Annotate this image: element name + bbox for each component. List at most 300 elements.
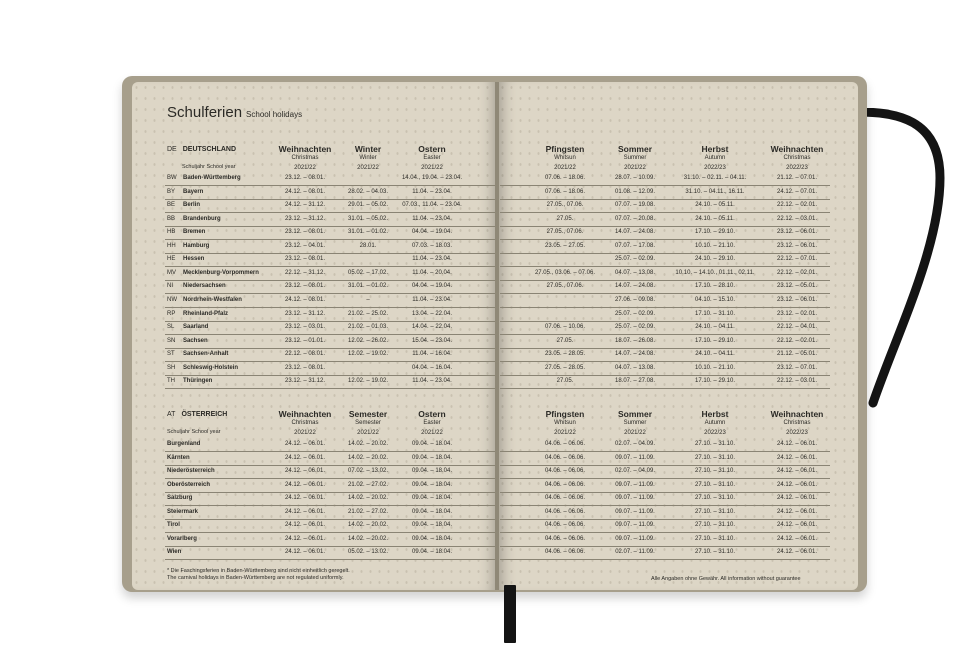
- country-name: DEUTSCHLAND: [182, 146, 237, 153]
- date-cell: 14.04. – 22.04.: [411, 324, 453, 331]
- date-cell: 05.02. – 17.02.: [347, 269, 389, 276]
- table-row: [165, 186, 495, 200]
- region-name: Steiermark: [167, 508, 199, 515]
- date-cell: 31.10. – 04.11., 16.11.: [685, 188, 745, 195]
- date-cell: 24.12. – 06.01.: [776, 468, 818, 475]
- date-cell: 31.01. – 01.02.: [347, 283, 389, 290]
- date-cell: 14.02. – 20.02.: [347, 522, 389, 529]
- table-row: [165, 452, 495, 466]
- date-cell: 09.04. – 18.04.: [411, 454, 453, 461]
- date-cell: 24.12. – 06.01.: [776, 481, 818, 488]
- column-subtitle: Christmas: [291, 155, 319, 161]
- region-name: Sachsen-Anhalt: [183, 351, 229, 358]
- date-cell: 04.06. – 06.06.: [544, 535, 586, 542]
- state-code: ST: [167, 351, 175, 358]
- column-subtitle: Semester: [355, 420, 381, 426]
- date-cell: 23.12. – 08.01.: [284, 364, 326, 371]
- table-row: [500, 267, 830, 281]
- table-row: [500, 253, 830, 267]
- date-cell: 04.07. – 13.08.: [614, 269, 656, 276]
- date-cell: 23.12. – 08.01.: [284, 175, 326, 181]
- page-gutter: [495, 82, 499, 590]
- column-title: Winter: [354, 144, 382, 154]
- table-row: [500, 452, 830, 466]
- table-row: [165, 253, 495, 267]
- column-header: [771, 410, 824, 438]
- date-cell: 23.12. – 08.01.: [284, 256, 326, 263]
- column-header: [418, 410, 445, 438]
- date-cell: 24.12. – 31.12.: [284, 202, 326, 209]
- table-row: [500, 240, 830, 254]
- region-name: Hessen: [183, 256, 205, 263]
- date-cell: 22.12. – 02.01.: [776, 202, 818, 209]
- date-cell: 10.10. – 14.10., 01.11., 02.11.: [675, 269, 755, 276]
- date-cell: 22.12. – 08.01.: [284, 351, 326, 358]
- column-subtitle: Summer: [623, 420, 647, 426]
- date-cell: 12.02. – 19.02.: [347, 351, 389, 358]
- title-de: Schulferien: [167, 104, 243, 121]
- table-row: [500, 294, 830, 308]
- table-row: [165, 506, 495, 520]
- state-code: NI: [167, 283, 173, 290]
- column-subtitle: Winter: [359, 155, 377, 161]
- column-year: 2021/22: [554, 430, 576, 436]
- date-cell: 02.07. – 04.09.: [614, 441, 656, 447]
- column-title: Herbst: [701, 409, 729, 419]
- date-cell: 27.05., 03.06. – 07.06.: [534, 269, 596, 276]
- date-cell: 22.12. – 31.12.: [284, 269, 326, 276]
- date-cell: 07.06. – 18.06.: [544, 188, 586, 195]
- date-cell: 25.07. – 02.09.: [614, 324, 656, 331]
- column-title: Ostern: [418, 409, 446, 419]
- date-cell: 17.10. – 28.10.: [694, 283, 736, 290]
- date-cell: 07.07. – 19.08.: [614, 202, 656, 209]
- state-code: NW: [167, 296, 177, 303]
- date-cell: 21.12. – 07.01.: [776, 175, 818, 181]
- date-cell: 28.01.: [359, 242, 377, 249]
- bookmark-ribbon: [504, 585, 516, 643]
- state-code: BW: [167, 175, 177, 181]
- state-code: HH: [167, 242, 176, 249]
- table-row: [165, 438, 495, 452]
- state-code: MV: [167, 269, 176, 276]
- date-cell: 29.01. – 05.02.: [347, 202, 389, 209]
- table-row: [165, 375, 495, 389]
- date-cell: 09.04. – 18.04.: [411, 495, 453, 502]
- date-cell: 23.05. – 27.05.: [544, 242, 586, 249]
- region-name: Wien: [167, 549, 182, 556]
- date-cell: 24.12. – 06.01.: [284, 535, 326, 542]
- date-cell: 24.12. – 06.01.: [776, 441, 818, 447]
- column-year: 2021/22: [554, 165, 576, 171]
- region-name: Oberösterreich: [167, 481, 211, 488]
- state-code: RP: [167, 310, 176, 317]
- date-cell: 22.12. – 04.01.: [776, 324, 818, 331]
- date-cell: 27.05., 07.06.: [546, 202, 584, 209]
- date-cell: 07.06. – 18.06.: [544, 175, 586, 181]
- date-cell: 18.07. – 26.08.: [614, 337, 656, 344]
- region-name: Bremen: [183, 229, 206, 236]
- state-code: BB: [167, 215, 176, 222]
- date-cell: 09.07. – 11.09.: [615, 508, 655, 515]
- state-code: BE: [167, 202, 176, 209]
- date-cell: 27.05.: [556, 378, 574, 385]
- column-title: Weihnachten: [278, 144, 332, 154]
- date-cell: 21.12. – 05.01.: [776, 351, 818, 358]
- date-cell: 27.10. – 31.10.: [694, 549, 736, 556]
- date-cell: 24.12. – 06.01.: [776, 508, 818, 515]
- date-cell: 22.12. – 02.01.: [776, 337, 818, 344]
- region-name: Mecklenburg-Vorpommern: [183, 269, 259, 276]
- column-subtitle: Christmas: [291, 420, 319, 426]
- date-cell: 24.12. – 06.01.: [776, 535, 818, 542]
- table-row: [500, 375, 830, 389]
- region-name: Vorarlberg: [167, 535, 197, 542]
- date-cell: 23.12. – 02.01.: [776, 310, 818, 317]
- date-cell: 07.07. – 17.08.: [614, 242, 656, 249]
- table-row: [165, 362, 495, 376]
- date-cell: 24.12. – 06.01.: [776, 522, 818, 529]
- date-cell: 21.02. – 27.02.: [347, 481, 389, 488]
- date-cell: 23.12. – 06.01.: [776, 229, 818, 236]
- region-name: Hamburg: [183, 242, 210, 249]
- table-row: [165, 546, 495, 560]
- date-cell: 27.10. – 31.10.: [694, 481, 736, 488]
- date-cell: 27.05., 07.06.: [546, 229, 584, 236]
- table-row: [165, 519, 495, 533]
- table-row: [165, 267, 495, 281]
- date-cell: 09.04. – 18.04.: [411, 535, 453, 542]
- region-name: Schleswig-Holstein: [183, 364, 239, 371]
- date-cell: 14.07. – 24.08.: [614, 229, 656, 236]
- date-cell: 23.12. – 08.01.: [284, 283, 326, 290]
- date-cell: 02.07. – 04.09.: [614, 468, 656, 475]
- region-name: Berlin: [183, 202, 201, 209]
- date-cell: 11.04. – 23.04.: [412, 215, 452, 222]
- date-cell: 14.02. – 20.02.: [347, 454, 389, 461]
- date-cell: 09.04. – 18.04.: [411, 441, 453, 447]
- date-cell: 04.07. – 13.08.: [614, 364, 656, 371]
- column-year: 2022/23: [704, 430, 726, 436]
- region-name: Bayern: [183, 188, 204, 195]
- table-row: [500, 213, 830, 227]
- date-cell: 17.10. – 29.10.: [694, 378, 736, 385]
- date-cell: 24.10. – 04.11.: [695, 351, 735, 358]
- date-cell: 24.12. – 06.01.: [284, 495, 326, 502]
- date-cell: 23.12. – 07.01.: [776, 364, 818, 371]
- column-year: 2022/23: [786, 430, 808, 436]
- table-row: [165, 240, 495, 254]
- column-subtitle: Autumn: [704, 420, 726, 426]
- table-row: [500, 479, 830, 493]
- table-row: [500, 172, 830, 186]
- date-cell: 24.12. – 08.01.: [284, 188, 326, 195]
- date-cell: 09.07. – 11.09.: [615, 522, 655, 529]
- table-row: [500, 533, 830, 547]
- date-cell: 09.04. – 18.04.: [411, 508, 453, 515]
- date-cell: 25.07. – 02.09.: [614, 310, 656, 317]
- date-cell: 09.07. – 11.09.: [615, 495, 655, 502]
- column-title: Ostern: [418, 144, 446, 154]
- table-row: [500, 186, 830, 200]
- region-name: Niederösterreich: [167, 468, 215, 475]
- date-cell: 27.10. – 31.10.: [694, 508, 736, 515]
- date-cell: 27.10. – 31.10.: [694, 468, 736, 475]
- date-cell: 21.02. – 25.02.: [347, 310, 389, 317]
- date-cell: 11.04. – 23.04.: [412, 188, 452, 195]
- country-name: ÖSTERREICH: [181, 411, 228, 418]
- disclaimer: Alle Angaben ohne Gewähr. All information without guarantee: [651, 576, 801, 582]
- date-cell: 17.10. – 29.10.: [694, 337, 736, 344]
- date-cell: 24.12. – 07.01.: [776, 188, 818, 195]
- date-cell: 04.04. – 16.04.: [411, 364, 453, 371]
- region-name: Thüringen: [183, 378, 213, 385]
- date-cell: 24.12. – 06.01.: [776, 454, 818, 461]
- date-cell: 31.10. – 02.11. – 04.11.: [683, 175, 747, 181]
- date-cell: 27.10. – 31.10.: [694, 522, 736, 529]
- date-cell: 21.02. – 27.02.: [347, 508, 389, 515]
- date-cell: 17.10. – 29.10.: [694, 229, 736, 236]
- date-cell: 07.03. – 18.03.: [411, 242, 453, 249]
- table-row: [500, 335, 830, 349]
- date-cell: 11.04. – 20.04.: [412, 269, 452, 276]
- table-row: [500, 438, 830, 452]
- state-code: SL: [167, 324, 175, 331]
- date-cell: 23.12. – 31.12.: [284, 310, 326, 317]
- table-row: [165, 213, 495, 227]
- schoolyear-label: Schuljahr School year: [167, 429, 221, 435]
- date-cell: 24.12. – 06.01.: [284, 549, 326, 556]
- column-title: Pfingsten: [545, 409, 585, 419]
- date-cell: 09.07. – 11.09.: [615, 481, 655, 488]
- column-header: [771, 145, 824, 173]
- date-cell: 24.12. – 06.01.: [284, 441, 326, 447]
- elastic-closure-band: [855, 108, 945, 408]
- column-year: 2022/23: [786, 165, 808, 171]
- table-row: [500, 280, 830, 294]
- column-subtitle: Whitsun: [554, 420, 576, 426]
- column-year: 2021/22: [624, 165, 646, 171]
- table-row: [165, 348, 495, 362]
- date-cell: 22.12. – 02.01.: [776, 269, 818, 276]
- page-title: [167, 104, 302, 121]
- table-row: [500, 321, 830, 335]
- date-cell: 27.06. – 09.08.: [614, 296, 656, 303]
- date-cell: 27.05., 07.06.: [546, 283, 584, 290]
- state-code: SH: [167, 364, 176, 371]
- date-cell: 09.04. – 18.04.: [411, 549, 453, 556]
- footnote-de: * Die Faschingsferien in Baden-Württemberg sind nicht einheitlich geregelt.: [167, 568, 350, 574]
- date-cell: 31.01. – 05.02.: [347, 215, 389, 222]
- column-header: [355, 145, 381, 173]
- table-row: [165, 226, 495, 240]
- country-code: AT: [167, 411, 176, 418]
- table-row: [500, 308, 830, 322]
- date-cell: 23.12. – 06.01.: [776, 242, 818, 249]
- table-row: [165, 492, 495, 506]
- date-cell: 04.06. – 06.06.: [544, 508, 586, 515]
- region-name: Brandenburg: [183, 215, 221, 222]
- date-cell: 24.12. – 06.01.: [284, 481, 326, 488]
- column-subtitle: Easter: [423, 155, 441, 161]
- table-row: [500, 199, 830, 213]
- date-cell: 23.12. – 04.01.: [284, 242, 326, 249]
- date-cell: 05.02. – 13.02.: [347, 549, 389, 556]
- date-cell: 18.07. – 27.08.: [614, 378, 656, 385]
- date-cell: 24.12. – 08.01.: [284, 296, 326, 303]
- date-cell: 27.05.: [556, 337, 574, 344]
- date-cell: 21.02. – 01.03.: [347, 324, 389, 331]
- column-year: 2021/22: [624, 430, 646, 436]
- column-subtitle: Autumn: [704, 155, 726, 161]
- date-cell: 27.10. – 31.10.: [694, 495, 736, 502]
- date-cell: 09.04. – 18.04.: [411, 522, 453, 529]
- region-name: Kärnten: [167, 454, 190, 461]
- date-cell: 23.05. – 28.05.: [544, 351, 586, 358]
- column-header: [546, 145, 585, 173]
- date-cell: 28.02. – 04.03.: [347, 188, 389, 195]
- column-year: 2021/22: [357, 165, 379, 171]
- date-cell: –: [366, 296, 370, 303]
- date-cell: 09.07. – 11.09.: [615, 535, 655, 542]
- column-header: [618, 145, 652, 173]
- date-cell: 02.07. – 11.09.: [615, 549, 655, 556]
- table-row: [500, 492, 830, 506]
- date-cell: 24.12. – 06.01.: [776, 549, 818, 556]
- date-cell: 04.06. – 06.06.: [544, 481, 586, 488]
- date-cell: 23.12. – 08.01.: [284, 229, 326, 236]
- date-cell: 15.04. – 23.04.: [411, 337, 453, 344]
- date-cell: 24.10. – 04.11.: [695, 324, 735, 331]
- column-title: Pfingsten: [545, 144, 585, 154]
- column-year: 2022/23: [704, 165, 726, 171]
- date-cell: 04.06. – 06.06.: [544, 441, 586, 447]
- table-row: [165, 321, 495, 335]
- table-row: [500, 546, 830, 560]
- region-name: Rheinland-Pfalz: [183, 310, 229, 317]
- date-cell: 04.06. – 06.06.: [544, 549, 586, 556]
- country-austria-heading: [167, 411, 227, 418]
- region-name: Sachsen: [183, 337, 208, 344]
- state-code: HB: [167, 229, 176, 236]
- date-cell: 09.04. – 18.04.: [411, 468, 453, 475]
- state-code: SN: [167, 337, 176, 344]
- date-cell: 14.07. – 24.08.: [614, 283, 656, 290]
- date-cell: 14.02. – 20.02.: [347, 441, 389, 447]
- date-cell: 27.10. – 31.10.: [694, 535, 736, 542]
- table-row: [165, 199, 495, 213]
- table-row: [500, 519, 830, 533]
- column-year: 2021/22: [421, 165, 443, 171]
- state-code: HE: [167, 256, 176, 263]
- date-cell: 27.05. – 28.05.: [544, 364, 586, 371]
- column-year: 2021/22: [357, 430, 379, 436]
- date-cell: 22.12. – 03.01.: [776, 215, 818, 222]
- schoolyear-label: Schuljahr School year: [182, 164, 236, 170]
- title-en: School holidays: [246, 110, 303, 119]
- date-cell: 14.02. – 20.02.: [347, 495, 389, 502]
- region-name: Saarland: [183, 324, 209, 331]
- date-cell: 10.10. – 21.10.: [694, 364, 736, 371]
- column-title: Semester: [348, 409, 388, 419]
- date-cell: 23.12. – 31.12.: [284, 378, 326, 385]
- column-year: 2021/22: [421, 430, 443, 436]
- column-header: [618, 410, 652, 438]
- date-cell: 09.04. – 18.04.: [411, 481, 453, 488]
- date-cell: 04.06. – 06.06.: [544, 495, 586, 502]
- date-cell: 13.04. – 22.04.: [411, 310, 453, 317]
- date-cell: 12.02. – 26.02.: [347, 337, 389, 344]
- column-header: [418, 145, 445, 173]
- state-code: BY: [167, 188, 176, 195]
- column-header: [546, 410, 585, 438]
- date-cell: 14.04., 19.04. – 23.04.: [401, 175, 463, 181]
- date-cell: 28.07. – 10.09.: [614, 175, 656, 181]
- date-cell: 24.10. – 05.11.: [695, 202, 735, 209]
- region-name: Tirol: [167, 522, 180, 529]
- table-row: [500, 226, 830, 240]
- date-cell: 07.02. – 13.02.: [347, 468, 389, 475]
- date-cell: 04.04. – 19.04.: [411, 283, 453, 290]
- table-row: [165, 294, 495, 308]
- column-year: 2021/22: [294, 430, 316, 436]
- date-cell: 24.12. – 06.01.: [284, 468, 326, 475]
- table-row: [165, 479, 495, 493]
- date-cell: 12.02. – 19.02.: [347, 378, 389, 385]
- date-cell: 24.10. – 29.10.: [694, 256, 736, 263]
- date-cell: 04.04. – 19.04.: [411, 229, 453, 236]
- table-row: [165, 308, 495, 322]
- column-title: Sommer: [617, 409, 653, 419]
- country-germany-heading: [167, 146, 236, 153]
- date-cell: 27.10. – 31.10.: [694, 454, 736, 461]
- date-cell: 24.12. – 06.01.: [284, 454, 326, 461]
- state-code: TH: [167, 378, 175, 385]
- date-cell: 04.10. – 15.10.: [694, 296, 736, 303]
- region-name: Nordrhein-Westfalen: [183, 296, 242, 303]
- column-header: [702, 145, 729, 173]
- column-title: Weihnachten: [770, 144, 824, 154]
- date-cell: 23.12. – 31.12.: [284, 215, 326, 222]
- table-row: [500, 506, 830, 520]
- column-header: [349, 410, 387, 438]
- date-cell: 10.10. – 21.10.: [694, 242, 736, 249]
- table-row: [500, 465, 830, 479]
- column-subtitle: Whitsun: [554, 155, 576, 161]
- column-title: Herbst: [701, 144, 729, 154]
- date-cell: 07.07. – 20.08.: [614, 215, 656, 222]
- region-name: Burgenland: [167, 441, 201, 447]
- country-code: DE: [167, 146, 177, 153]
- region-name: Niedersachsen: [183, 283, 226, 290]
- date-cell: 11.04. – 16.04.: [412, 351, 452, 358]
- column-subtitle: Easter: [423, 420, 441, 426]
- date-cell: 31.01. – 01.02.: [347, 229, 389, 236]
- column-title: Weihnachten: [770, 409, 824, 419]
- date-cell: 04.06. – 06.06.: [544, 454, 586, 461]
- date-cell: 17.10. – 31.10.: [694, 310, 736, 317]
- date-cell: 23.12. – 06.01.: [776, 296, 818, 303]
- date-cell: 24.12. – 06.01.: [284, 508, 326, 515]
- table-row: [165, 280, 495, 294]
- column-header: [702, 410, 729, 438]
- date-cell: 09.07. – 11.09.: [615, 454, 655, 461]
- date-cell: 22.12. – 07.01.: [776, 256, 818, 263]
- date-cell: 27.10. – 31.10.: [694, 441, 736, 447]
- date-cell: 25.07. – 02.09.: [614, 256, 656, 263]
- date-cell: 07.06. – 10.06.: [544, 324, 586, 331]
- date-cell: 04.06. – 06.06.: [544, 468, 586, 475]
